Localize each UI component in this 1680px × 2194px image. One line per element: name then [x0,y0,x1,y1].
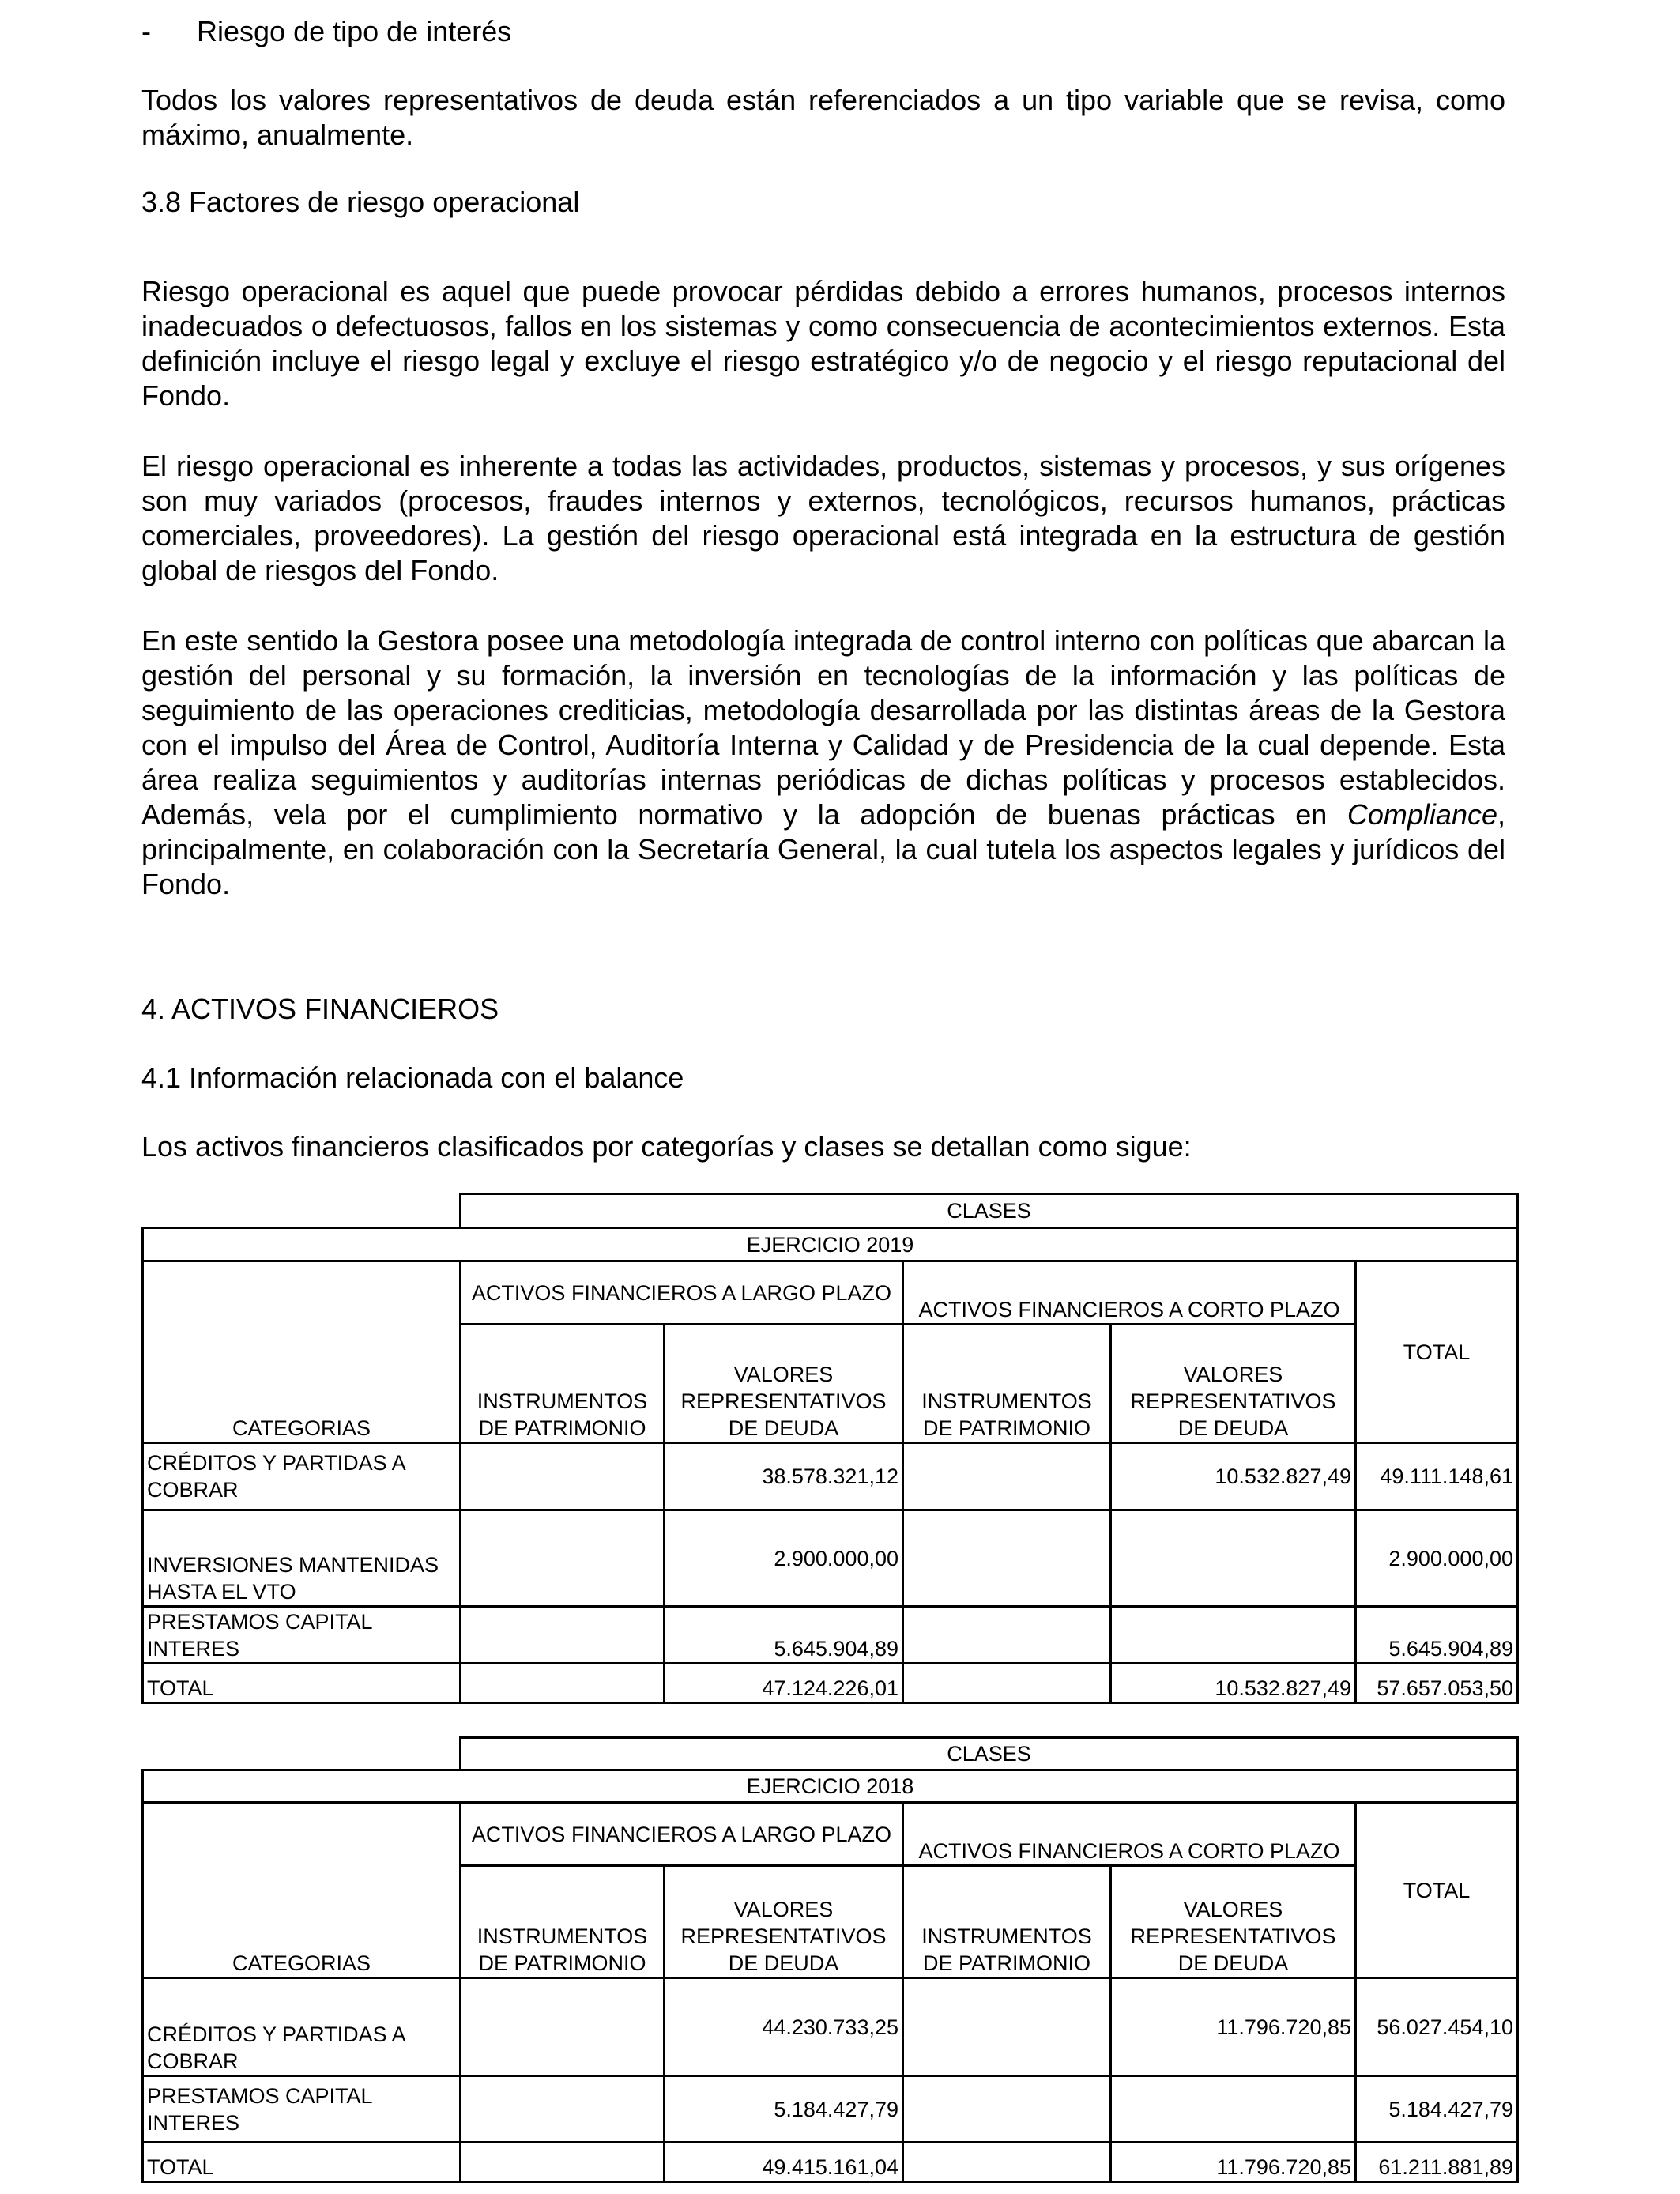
cell-cp-instrumentos [903,1607,1111,1664]
compliance-term: Compliance [1347,798,1497,831]
table-row [143,2076,1518,2143]
header-total: TOTAL [1356,1261,1518,1443]
cell-total: 56.027.454,10 [1356,1978,1518,2076]
header-corto-plazo: ACTIVOS FINANCIEROS A CORTO PLAZO [903,1261,1356,1325]
header-largo-plazo: ACTIVOS FINANCIEROS A LARGO PLAZO [461,1261,903,1325]
row-label: TOTAL [143,1664,461,1703]
cell-total: 5.645.904,89 [1356,1607,1518,1664]
header-lp-instrumentos: INSTRUMENTOS DE PATRIMONIO [461,1866,665,1978]
cell-cp-valores: 10.532.827,49 [1111,1664,1356,1703]
cell-cp-valores: 11.796.720,85 [1111,1978,1356,2076]
row-label: CRÉDITOS Y PARTIDAS A COBRAR [143,1443,461,1510]
cell-lp-valores: 2.900.000,00 [665,1510,903,1607]
table-row [143,1443,1518,1510]
empty-corner [143,1194,461,1228]
table-row-total [143,2143,1518,2182]
cell-lp-valores: 5.645.904,89 [665,1607,903,1664]
cell-cp-valores [1111,1510,1356,1607]
heading-3-8: 3.8 Factores de riesgo operacional [141,186,580,218]
table-ejercicio-2018 [141,1736,1519,2183]
cell-cp-instrumentos [903,1510,1111,1607]
paragraph-table-intro: Los activos financieros clasificados por categorías y clases se detallan como sigue: [141,1130,1192,1163]
row-label: PRESTAMOS CAPITAL INTERES [143,1607,461,1664]
cell-lp-instrumentos [461,1978,665,2076]
cell-total: 5.184.427,79 [1356,2076,1518,2143]
header-corto-plazo: ACTIVOS FINANCIEROS A CORTO PLAZO [903,1803,1356,1866]
header-lp-valores: VALORES REPRESENTATIVOS DE DEUDA [665,1866,903,1978]
header-categorias: CATEGORIAS [143,1803,461,1978]
paragraph-operational-2: El riesgo operacional es inherente a todas las actividades, productos, sistemas y procesos, y sus orígenes son muy variados (procesos, fraudes internos y externos, tecnológicos, recursos humanos, prácticas comerciales, proveedores). La gestión del riesgo operacional está integrada en la estructura de gestión global de riesgos del Fondo. [141,450,1505,586]
bullet-text: Riesgo de tipo de interés [197,15,512,47]
header-cp-instrumentos: INSTRUMENTOS DE PATRIMONIO [903,1325,1111,1443]
cell-cp-valores [1111,2076,1356,2143]
empty-corner [143,1738,461,1770]
cell-lp-instrumentos [461,1607,665,1664]
table-row [143,1978,1518,2076]
cell-cp-instrumentos [903,2076,1111,2143]
row-label: INVERSIONES MANTENIDAS HASTA EL VTO [143,1510,461,1607]
cell-cp-instrumentos [903,2143,1111,2182]
header-cp-valores: VALORES REPRESENTATIVOS DE DEUDA [1111,1325,1356,1443]
header-categorias: CATEGORIAS [143,1261,461,1443]
header-clases: CLASES [461,1194,1518,1228]
header-ejercicio: EJERCICIO 2019 [143,1228,1518,1261]
cell-cp-valores: 10.532.827,49 [1111,1443,1356,1510]
header-ejercicio: EJERCICIO 2018 [143,1770,1518,1803]
header-lp-valores: VALORES REPRESENTATIVOS DE DEUDA [665,1325,903,1443]
header-clases: CLASES [461,1738,1518,1770]
header-cp-instrumentos: INSTRUMENTOS DE PATRIMONIO [903,1866,1111,1978]
cell-total: 2.900.000,00 [1356,1510,1518,1607]
table-row-total [143,1664,1518,1703]
cell-lp-valores: 44.230.733,25 [665,1978,903,2076]
cell-cp-instrumentos [903,1664,1111,1703]
cell-cp-instrumentos [903,1978,1111,2076]
row-label: TOTAL [143,2143,461,2182]
cell-lp-instrumentos [461,2076,665,2143]
header-largo-plazo: ACTIVOS FINANCIEROS A LARGO PLAZO [461,1803,903,1866]
table-ejercicio-2019 [141,1193,1519,1704]
cell-lp-valores: 47.124.226,01 [665,1664,903,1703]
paragraph-operational-3-start: En este sentido la Gestora posee una metodología integrada de control interno con políticas que abarcan la gestión del personal y su formación, la inversión en tecnologías de la información y las políticas de seguimiento de las operaciones crediticias, metodología desarrollada por las distintas áreas de la Gestora con el impulso del Área de Control, Auditoría Interna y Calidad y de Presidencia de la cual depende. Esta área realiza seguimientos y auditorías internas periódicas de dichas políticas y procesos establecidos. Además, vela por el cumplimiento normativo y la adopción de buenas prácticas en [141,624,1505,831]
cell-total: 49.111.148,61 [1356,1443,1518,1510]
heading-4-1: 4.1 Información relacionada con el balance [141,1061,684,1094]
paragraph-operational-3 [141,624,1505,902]
cell-lp-instrumentos [461,2143,665,2182]
cell-cp-valores [1111,1607,1356,1664]
row-label: CRÉDITOS Y PARTIDAS A COBRAR [143,1978,461,2076]
cell-total: 57.657.053,50 [1356,1664,1518,1703]
header-total: TOTAL [1356,1803,1518,1978]
cell-total: 61.211.881,89 [1356,2143,1518,2182]
cell-lp-instrumentos [461,1664,665,1703]
header-cp-valores: VALORES REPRESENTATIVOS DE DEUDA [1111,1866,1356,1978]
bullet-dash: - [141,15,151,47]
cell-cp-valores: 11.796.720,85 [1111,2143,1356,2182]
bullet-item [141,14,511,49]
heading-4: 4. ACTIVOS FINANCIEROS [141,993,499,1025]
table-row [143,1607,1518,1664]
cell-lp-valores: 5.184.427,79 [665,2076,903,2143]
cell-lp-valores: 38.578.321,12 [665,1443,903,1510]
row-label: PRESTAMOS CAPITAL INTERES [143,2076,461,2143]
paragraph-operational-1: Riesgo operacional es aquel que puede provocar pérdidas debido a errores humanos, procesos internos inadecuados o defectuosos, fallos en los sistemas y como consecuencia de acontecimientos externos. Esta definición incluye el riesgo legal y excluye el riesgo estratégico y/o de negocio y el riesgo reputacional del Fondo. [141,275,1505,412]
cell-lp-instrumentos [461,1510,665,1607]
paragraph-operational-3-end: , principalmente, en colaboración con la Secretaría General, la cual tutela los aspectos legales y jurídicos del Fondo. [141,798,1505,900]
cell-cp-instrumentos [903,1443,1111,1510]
cell-lp-instrumentos [461,1443,665,1510]
paragraph-interest-rate: Todos los valores representativos de deuda están referenciados a un tipo variable que se revisa, como máximo, anualmente. [141,84,1505,151]
table-row [143,1510,1518,1607]
header-lp-instrumentos: INSTRUMENTOS DE PATRIMONIO [461,1325,665,1443]
cell-lp-valores: 49.415.161,04 [665,2143,903,2182]
